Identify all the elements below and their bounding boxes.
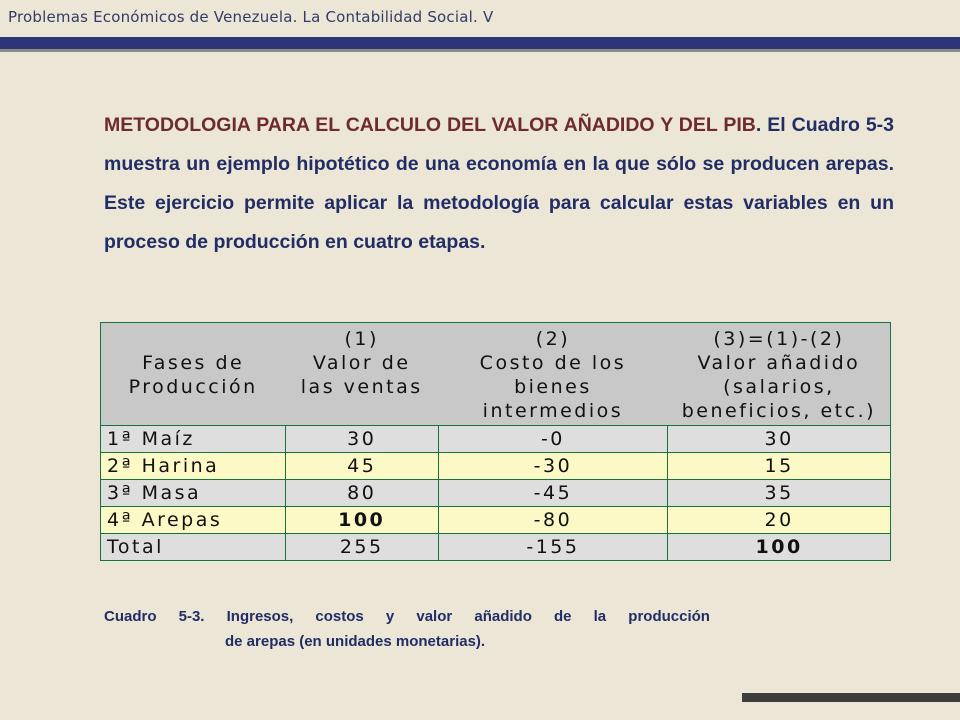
header-ventas: (1) Valor de las ventas [285, 323, 438, 426]
valor-cell: 30 [668, 426, 891, 453]
costo-cell: -45 [438, 480, 668, 507]
table-row [101, 480, 891, 507]
corner-decoration-bar [742, 693, 960, 702]
valor-cell: 15 [668, 453, 891, 480]
total-costo-cell: -155 [438, 534, 668, 561]
table-row [101, 507, 891, 534]
intro-paragraph [104, 106, 894, 262]
header-rule [0, 37, 960, 49]
header-valor-anadido: (3)=(1)-(2) Valor añadido (salarios, beneficios, etc.) [668, 323, 891, 426]
fase-cell: 2ª Harina [101, 453, 286, 480]
total-ventas-cell: 255 [285, 534, 438, 561]
total-valor-cell: 100 [668, 534, 891, 561]
table-caption [104, 604, 710, 654]
ventas-cell: 30 [285, 426, 438, 453]
ventas-cell: 45 [285, 453, 438, 480]
table-total-row [101, 534, 891, 561]
header-fases: Fases de Producción [101, 323, 286, 426]
cuadro-5-3-table [100, 322, 891, 561]
valor-cell: 20 [668, 507, 891, 534]
valor-cell: 35 [668, 480, 891, 507]
intro-body: . El Cuadro 5-3 muestra un ejemplo hipotético de una economía en la que sólo se producen arepas. Este ejercicio permite aplicar la metodología para calcular estas variables en un proceso de producción en cuatro etapas. [104, 114, 894, 253]
ventas-cell: 100 [285, 507, 438, 534]
costo-cell: -0 [438, 426, 668, 453]
intro-lead: METODOLOGIA PARA EL CALCULO DEL VALOR AÑADIDO Y DEL PIB [104, 114, 756, 136]
total-label-cell: Total [101, 534, 286, 561]
header-rule-shadow [0, 49, 960, 52]
table-header-row [101, 323, 891, 426]
caption-line-2: de arepas (en unidades monetarias). [225, 633, 486, 650]
costo-cell: -80 [438, 507, 668, 534]
ventas-cell: 80 [285, 480, 438, 507]
caption-line-1: Cuadro 5-3. Ingresos, costos y valor añadido de la producción [104, 608, 710, 625]
table-row [101, 426, 891, 453]
fase-cell: 3ª Masa [101, 480, 286, 507]
fase-cell: 4ª Arepas [101, 507, 286, 534]
slide-header-title: Problemas Económicos de Venezuela. La Contabilidad Social. V [8, 8, 494, 26]
fase-cell: 1ª Maíz [101, 426, 286, 453]
costo-cell: -30 [438, 453, 668, 480]
header-costo: (2) Costo de los bienes intermedios [438, 323, 668, 426]
table-row [101, 453, 891, 480]
